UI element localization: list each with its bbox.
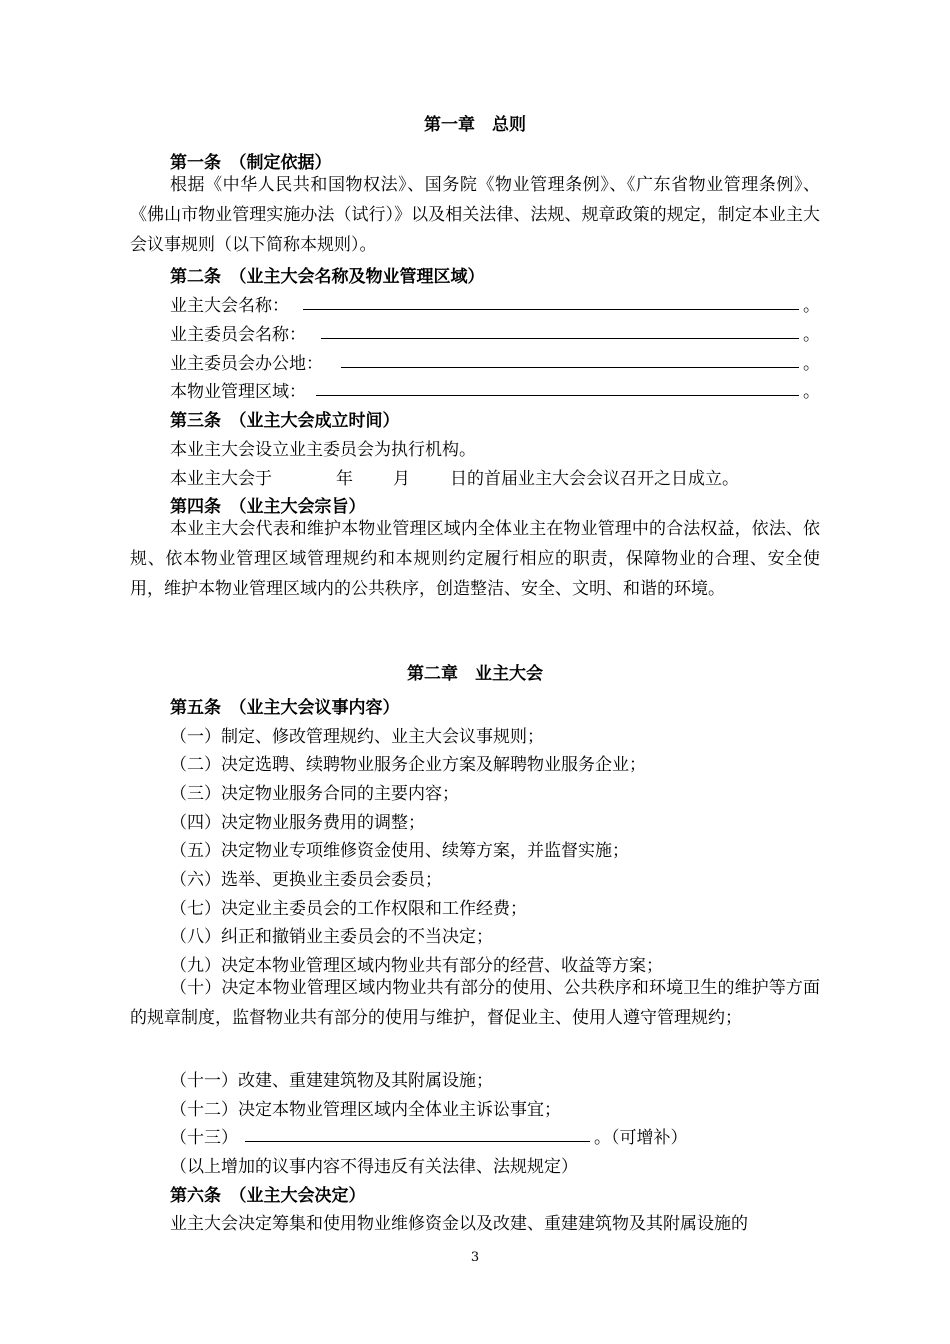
field-end-owners-assembly-name: 。 bbox=[803, 296, 820, 316]
article-3-month-label: 月 bbox=[393, 469, 410, 489]
field-end-management-area: 。 bbox=[803, 382, 820, 402]
blank-item-13[interactable] bbox=[245, 1141, 590, 1142]
article-5-item-11: （十一）改建、重建建筑物及其附属设施； bbox=[170, 1071, 493, 1091]
article-5-note: （以上增加的议事内容不得违反有关法律、法规规定） bbox=[170, 1157, 578, 1177]
blank-committee-office[interactable] bbox=[341, 367, 799, 368]
article-6-heading: 第六条 （业主大会决定） bbox=[170, 1186, 366, 1206]
article-4-text: 本业主大会代表和维护本物业管理区域内全体业主在物业管理中的合法权益，依法、依规、依本物业管理区域管理规约和本规则约定履行相应的职责，保障物业的合理、安全使用，维护本物业管理区域内的公共秩序，创造整洁、安全、文明、和谐的环境。 bbox=[130, 519, 820, 599]
blank-committee-name[interactable] bbox=[321, 338, 799, 339]
article-3-line-2-end: 日的首届业主大会会议召开之日成立。 bbox=[450, 469, 739, 489]
article-5-item: （七）决定业主委员会的工作权限和工作经费； bbox=[170, 899, 527, 919]
article-1-text: 根据《中华人民共和国物权法》、国务院《物业管理条例》、《广东省物业管理条例》、《佛山市物业管理实施办法（试行）》以及相关法律、法规、规章政策的规定，制定本业主大会议事规则（以下简称本规则）。 bbox=[130, 175, 820, 255]
article-5-item: （一）制定、修改管理规约、业主大会议事规则； bbox=[170, 727, 544, 747]
article-5-item-13-end: 。（可增补） bbox=[594, 1128, 688, 1148]
article-3-line-2-start: 本业主大会于 bbox=[170, 469, 272, 489]
article-5-item: （四）决定物业服务费用的调整； bbox=[170, 813, 425, 833]
article-5-item-10: （十）决定本物业管理区域内物业共有部分的使用、公共秩序和环境卫生的维护等方面的规章制度，监督物业共有部分的使用与维护，督促业主、使用人遵守管理规约； bbox=[130, 978, 820, 1028]
chapter-2-title: 第二章 业主大会 bbox=[407, 664, 543, 684]
article-3-year-label: 年 bbox=[336, 469, 353, 489]
article-5-item: （二）决定选聘、续聘物业服务企业方案及解聘物业服务企业； bbox=[170, 755, 646, 775]
field-label-committee-office: 业主委员会办公地： bbox=[170, 354, 323, 374]
field-label-management-area: 本物业管理区域： bbox=[170, 382, 306, 402]
page-number: 3 bbox=[470, 1250, 480, 1265]
article-5-item-12: （十二）决定本物业管理区域内全体业主诉讼事宜； bbox=[170, 1100, 561, 1120]
blank-management-area[interactable] bbox=[316, 395, 799, 396]
field-label-owners-assembly-name: 业主大会名称： bbox=[170, 296, 289, 316]
article-5-heading: 第五条 （业主大会议事内容） bbox=[170, 698, 400, 718]
chapter-1-title: 第一章 总则 bbox=[424, 115, 526, 135]
article-5-item: （六）选举、更换业主委员会委员； bbox=[170, 870, 442, 890]
blank-owners-assembly-name[interactable] bbox=[303, 309, 799, 310]
article-3-line-1: 本业主大会设立业主委员会为执行机构。 bbox=[170, 440, 476, 460]
article-1-heading: 第一条 （制定依据） bbox=[170, 153, 332, 173]
field-label-committee-name: 业主委员会名称： bbox=[170, 325, 306, 345]
article-2-heading: 第二条 （业主大会名称及物业管理区域） bbox=[170, 267, 485, 287]
article-3-heading: 第三条 （业主大会成立时间） bbox=[170, 411, 400, 431]
article-5-item-13-label: （十三） bbox=[170, 1128, 238, 1148]
article-4-heading: 第四条 （业主大会宗旨） bbox=[170, 497, 366, 517]
article-6-text: 业主大会决定筹集和使用物业维修资金以及改建、重建建筑物及其附属设施的 bbox=[170, 1214, 748, 1234]
field-end-committee-name: 。 bbox=[803, 325, 820, 345]
article-5-item: （三）决定物业服务合同的主要内容； bbox=[170, 784, 459, 804]
field-end-committee-office: 。 bbox=[803, 354, 820, 374]
article-5-item: （八）纠正和撤销业主委员会的不当决定； bbox=[170, 927, 493, 947]
article-5-item: （九）决定本物业管理区域内物业共有部分的经营、收益等方案； bbox=[170, 956, 663, 976]
article-5-item: （五）决定物业专项维修资金使用、续筹方案，并监督实施； bbox=[170, 841, 629, 861]
